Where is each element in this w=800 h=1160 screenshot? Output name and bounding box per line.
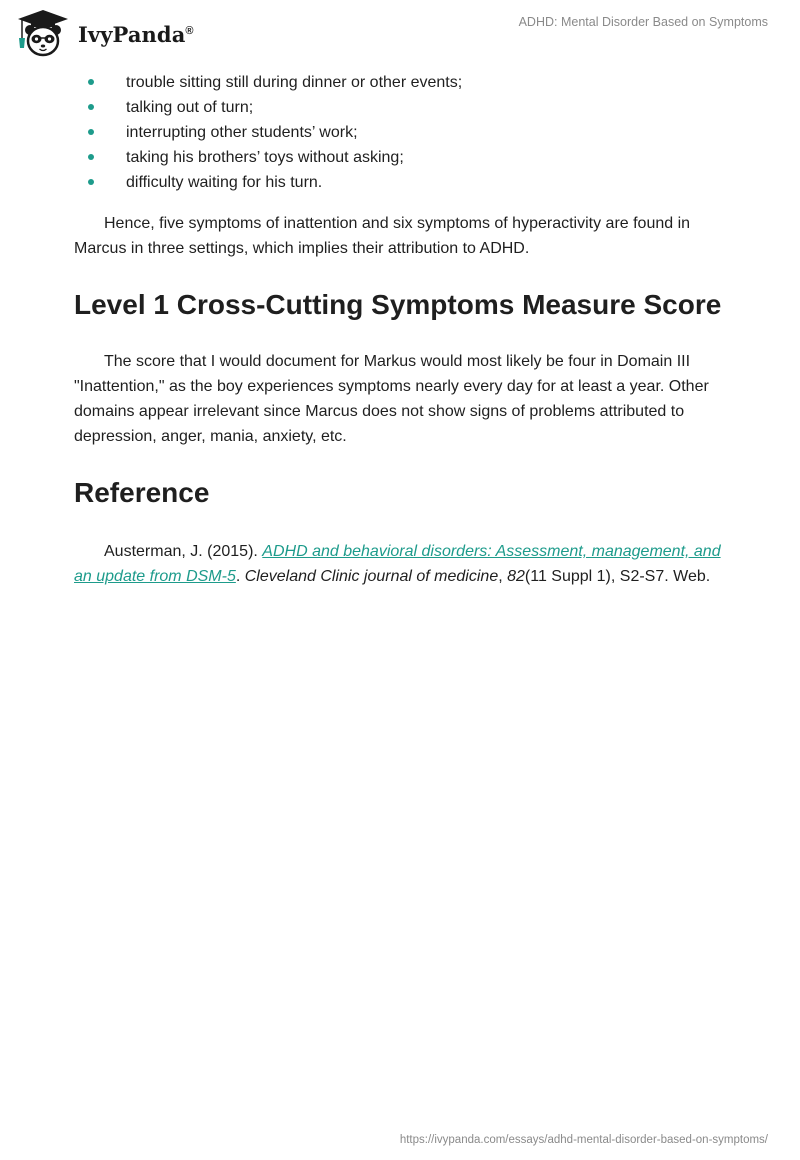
reference-journal: Cleveland Clinic journal of medicine xyxy=(244,568,499,585)
reference-author-year: Austerman, J. (2015). xyxy=(104,543,263,560)
summary-paragraph: Hence, five symptoms of inattention and six symptoms of hyperactivity are found in Marcus in three settings, which implies their attribution to ADHD. xyxy=(74,215,691,257)
list-item-text: interrupting other students’ work; xyxy=(126,124,358,141)
list-item xyxy=(74,70,724,95)
reference-separator: . xyxy=(235,568,245,585)
reference-comma: , xyxy=(498,568,508,585)
list-item-text: difficulty waiting for his turn. xyxy=(126,174,323,191)
document-title: ADHD: Mental Disorder Based on Symptoms xyxy=(518,15,768,29)
ivypanda-logo[interactable] xyxy=(14,8,194,58)
panda-graduate-icon xyxy=(14,8,72,58)
bullet-icon xyxy=(88,129,94,135)
brand-name: IvyPanda® xyxy=(78,21,194,47)
symptom-list xyxy=(74,70,724,195)
section-heading-measure-score: Level 1 Cross-Cutting Symptoms Measure Score xyxy=(74,289,722,320)
list-item-text: trouble sitting still during dinner or other events; xyxy=(126,74,463,91)
section-heading-reference: Reference xyxy=(74,477,210,508)
list-item-text: taking his brothers’ toys without asking; xyxy=(126,149,404,166)
bullet-icon xyxy=(88,104,94,110)
reference-issue-pages: (11 Suppl 1), S2-S7. Web. xyxy=(524,568,711,585)
essay-content xyxy=(74,70,724,589)
reference-entry xyxy=(74,539,724,589)
measure-score-paragraph: The score that I would document for Markus would most likely be four in Domain III "Inattention," as the boy experiences symptoms nearly every day for at least a year. Other domains appear irrelevant since Marcus does not show signs of problems attributed to depression, anger, mania, anxiety, etc. xyxy=(74,353,709,445)
bullet-icon xyxy=(88,179,94,185)
list-item xyxy=(74,95,724,120)
reference-title-link[interactable]: ADHD and behavioral disorders: Assessment, management, and an update from DSM-5 xyxy=(74,543,721,585)
bullet-icon xyxy=(88,79,94,85)
list-item xyxy=(74,120,724,145)
registered-mark: ® xyxy=(185,24,194,37)
list-item-text: talking out of turn; xyxy=(126,99,254,116)
reference-volume: 82 xyxy=(507,568,525,585)
page-header xyxy=(0,0,800,62)
list-item xyxy=(74,145,724,170)
bullet-icon xyxy=(88,154,94,160)
list-item xyxy=(74,170,724,195)
footer-url: https://ivypanda.com/essays/adhd-mental-disorder-based-on-symptoms/ xyxy=(399,1134,768,1146)
